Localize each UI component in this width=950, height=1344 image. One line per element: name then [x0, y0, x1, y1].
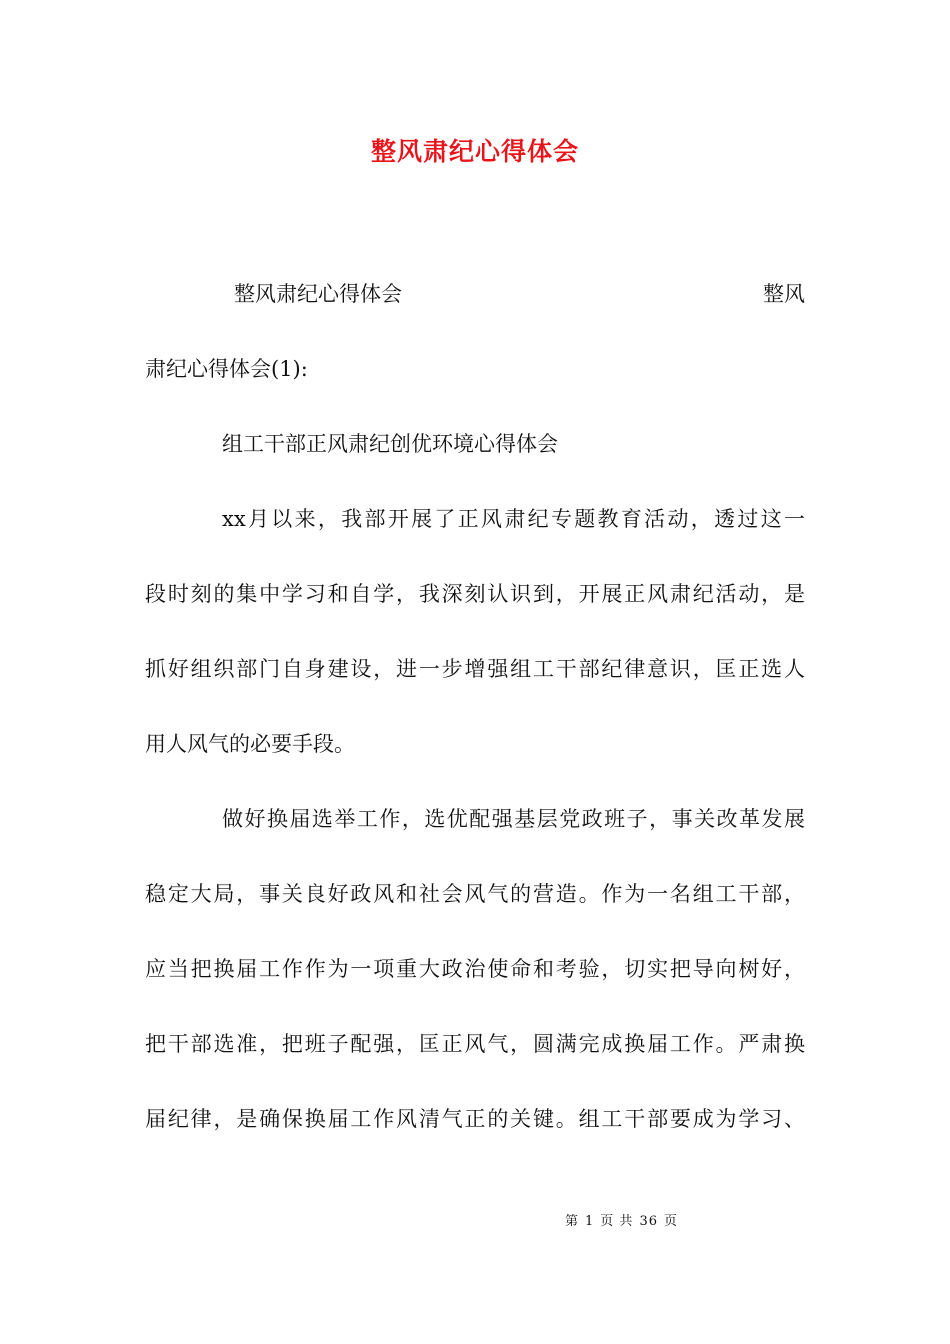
footer-total-pages: 36 [639, 1214, 658, 1229]
footer-suffix: 页 [663, 1214, 678, 1229]
footer-middle: 页 共 [600, 1214, 634, 1229]
body-line: 肃纪心得体会(1): [145, 357, 308, 381]
body-line: 做好换届选举工作，选优配强基层党政班子，事关改革发展 [222, 807, 805, 831]
body-line: 组工干部正风肃纪创优环境心得体会 [222, 432, 558, 456]
body-line: 整风肃纪心得体会 [234, 282, 402, 306]
page-footer [565, 1210, 684, 1229]
body-line: 抓好组织部门自身建设，进一步增强组工干部纪律意识，匡正选人 [145, 657, 805, 681]
footer-current-page: 1 [585, 1214, 595, 1229]
body-line: 届纪律，是确保换届工作风清气正的关键。组工干部要成为学习、 [145, 1107, 805, 1131]
body-line: 段时刻的集中学习和自学，我深刻认识到，开展正风肃纪活动，是 [145, 582, 805, 606]
body-line: 用人风气的必要手段。 [145, 732, 355, 756]
body-line: 整风 [763, 282, 805, 306]
body-line: 把干部选准，把班子配强，匡正风气，圆满完成换届工作。严肃换 [145, 1032, 805, 1056]
body-line: xx月以来，我部开展了正风肃纪专题教育活动，透过这一 [222, 507, 805, 531]
body-line: 稳定大局，事关良好政风和社会风气的营造。作为一名组工干部， [145, 882, 805, 906]
footer-prefix: 第 [565, 1214, 580, 1229]
page-title: 整风肃纪心得体会 [370, 137, 579, 166]
body-line: 应当把换届工作作为一项重大政治使命和考验，切实把导向树好， [145, 957, 805, 981]
